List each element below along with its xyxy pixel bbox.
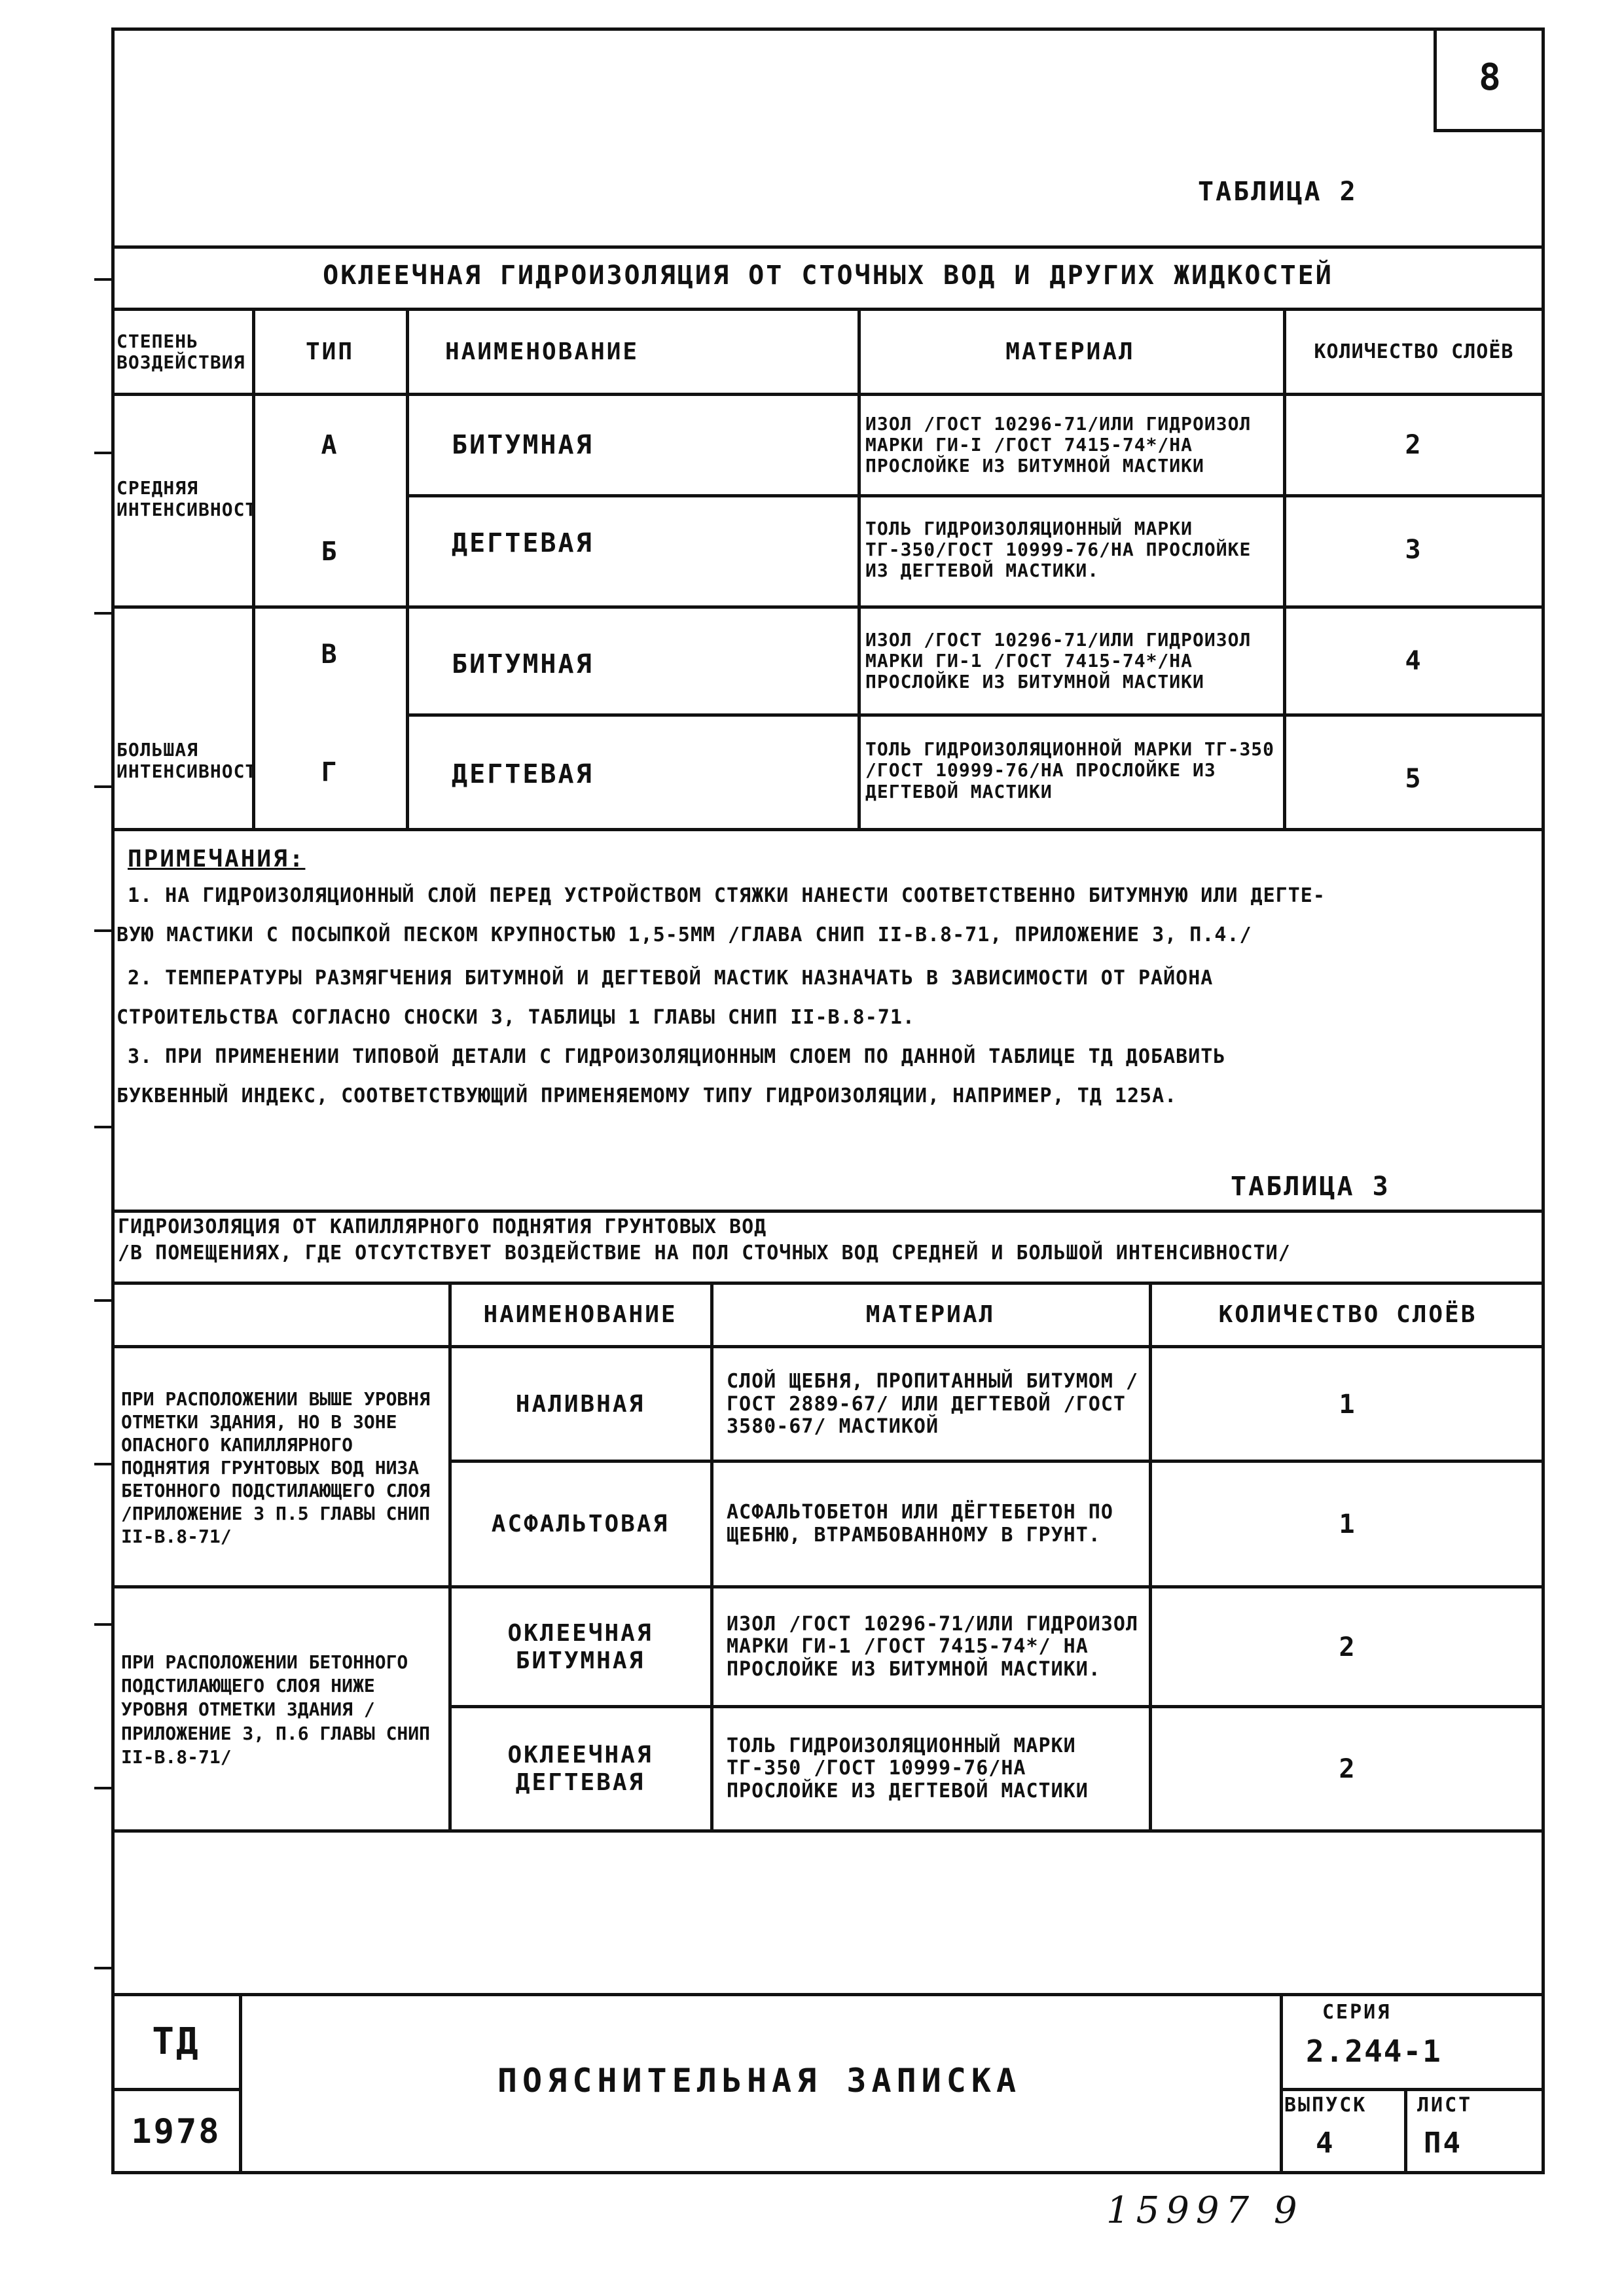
table3-header-layers: КОЛИЧЕСТВО СЛОЁВ <box>1218 1301 1477 1329</box>
note-line: 1. НА ГИДРОИЗОЛЯЦИОННЫЙ СЛОЙ ПЕРЕД УСТРОЙСТВОМ СТЯЖКИ НАНЕСТИ СООТВЕТСТВЕННО БИТУМНУЮ ИЛИ ДЕГТЕ- <box>128 884 1326 907</box>
divider <box>111 1993 1545 1996</box>
note-line: СТРОИТЕЛЬСТВА СОГЛАСНО СНОСКИ 3, ТАБЛИЦЫ 1 ГЛАВЫ СНИП II-В.8-71. <box>117 1006 915 1029</box>
table3-layers-cell: 2 <box>1339 1753 1357 1784</box>
margin-tick <box>94 452 111 454</box>
issue-label: ВЫПУСК <box>1284 2094 1367 2117</box>
margin-tick <box>94 785 111 788</box>
table2-type-cell: Г <box>321 757 339 787</box>
table2-header-material: МАТЕРИАЛ <box>1005 338 1135 366</box>
issue-value: 4 <box>1316 2126 1335 2160</box>
table2-material-cell: ИЗОЛ /ГОСТ 10296-71/ИЛИ ГИДРОИЗОЛ МАРКИ ГИ-I /ГОСТ 7415-74*/НА ПРОСЛОЙКЕ ИЗ БИТУМНОЙ МАСТИКИ <box>865 412 1252 477</box>
note-line: БУКВЕННЫЙ ИНДЕКС, СООТВЕТСТВУЮЩИЙ ПРИМЕНЯЕМОМУ ТИПУ ГИДРОИЗОЛЯЦИИ, НАПРИМЕР, ТД 125А. <box>117 1085 1178 1107</box>
divider <box>1280 1993 1283 2174</box>
table3-material-cell: АСФАЛЬТОБЕТОН ИЛИ ДЁГТЕБЕТОН ПО ЩЕБНЮ, ВТРАМБОВАННОМУ В ГРУНТ. <box>727 1501 1113 1547</box>
divider <box>111 1585 1545 1588</box>
divider <box>111 1210 1545 1213</box>
margin-tick <box>94 929 111 932</box>
table2-type-cell: Б <box>321 536 339 567</box>
table3-layers-cell: 1 <box>1339 1390 1357 1420</box>
margin-tick <box>94 1299 111 1302</box>
table3-title-line1: ГИДРОИЗОЛЯЦИЯ ОТ КАПИЛЛЯРНОГО ПОДНЯТИЯ ГРУНТОВЫХ ВОД <box>118 1215 767 1238</box>
table3-header-material: МАТЕРИАЛ <box>865 1301 996 1329</box>
table2-material-cell: ТОЛЬ ГИДРОИЗОЛЯЦИОННОЙ МАРКИ ТГ-350 /ГОСТ 10999-76/НА ПРОСЛОЙКЕ ИЗ ДЕГТЕВОЙ МАСТИКИ <box>865 738 1275 802</box>
divider <box>111 308 1545 311</box>
divider <box>111 1829 1545 1833</box>
table3-layers-cell: 2 <box>1339 1632 1357 1662</box>
table2-layers-cell: 5 <box>1405 764 1423 794</box>
table3-material-cell: СЛОЙ ЩЕБНЯ, ПРОПИТАННЫЙ БИТУМОМ /ГОСТ 2889-67/ ИЛИ ДЕГТЕВОЙ /ГОСТ 3580-67/ МАСТИКОЙ <box>727 1370 1139 1439</box>
table2-name-cell: БИТУМНАЯ <box>452 649 594 679</box>
table3-label: ТАБЛИЦА 3 <box>1231 1172 1390 1202</box>
margin-tick <box>94 1623 111 1626</box>
page-number: 8 <box>1479 56 1503 99</box>
divider <box>710 1282 713 1829</box>
table2-type-cell: А <box>321 430 339 460</box>
table2-layers-cell: 2 <box>1405 430 1423 460</box>
margin-tick <box>94 1967 111 1969</box>
table3-name-cell: ОКЛЕЕЧНАЯ ДЕГТЕВАЯ <box>507 1742 653 1796</box>
title-year: 1978 <box>131 2111 221 2151</box>
margin-tick <box>94 1787 111 1789</box>
sheet-label: ЛИСТ <box>1417 2094 1473 2117</box>
margin-tick <box>94 278 111 281</box>
note-line: ВУЮ МАСТИКИ С ПОСЫПКОЙ ПЕСКОМ КРУПНОСТЬЮ 1,5-5ММ /ГЛАВА СНИП II-В.8-71, ПРИЛОЖЕНИЕ 3, П.4./ <box>117 924 1252 946</box>
divider <box>1280 2088 1545 2091</box>
table3-condition-cell: ПРИ РАСПОЛОЖЕНИИ ВЫШЕ УРОВНЯ ОТМЕТКИ ЗДАНИЯ, НО В ЗОНЕ ОПАСНОГО КАПИЛЛЯРНОГО ПОДНЯТИЯ ГРУНТОВЫХ ВОД НИЗА БЕТОННОГО ПОДСТИЛАЮЩЕГО СЛОЯ /ПРИЛОЖЕНИЕ 3 П.5 ГЛАВЫ СНИП II-В.8-71/ <box>121 1388 431 1547</box>
divider <box>111 245 1545 249</box>
table2-header-type: ТИП <box>305 338 355 366</box>
table3-name-cell: НАЛИВНАЯ <box>515 1391 645 1418</box>
table2-label: ТАБЛИЦА 2 <box>1198 177 1358 207</box>
table2-degree-high: БОЛЬШАЯ ИНТЕНСИВНОСТ <box>117 739 257 782</box>
table2-header-layers: КОЛИЧЕСТВО СЛОЁВ <box>1314 340 1514 363</box>
document-title: ПОЯСНИТЕЛЬНАЯ ЗАПИСКА <box>497 2062 1022 2100</box>
table3-material-cell: ИЗОЛ /ГОСТ 10296-71/ИЛИ ГИДРОИЗОЛ МАРКИ ГИ-1 /ГОСТ 7415-74*/ НА ПРОСЛОЙКЕ ИЗ БИТУМНОЙ МАСТИКИ. <box>727 1612 1139 1681</box>
divider <box>1404 2088 1407 2174</box>
table3-material-cell: ТОЛЬ ГИДРОИЗОЛЯЦИОННЫЙ МАРКИ ТГ-350 /ГОСТ 10999-76/НА ПРОСЛОЙКЕ ИЗ ДЕГТЕВОЙ МАСТИКИ <box>727 1734 1089 1803</box>
table2-title: ОКЛЕЕЧНАЯ ГИДРОИЗОЛЯЦИЯ ОТ СТОЧНЫХ ВОД И ДРУГИХ ЖИДКОСТЕЙ <box>323 260 1333 291</box>
notes-heading: ПРИМЕЧАНИЯ: <box>128 846 306 872</box>
title-code: ТД <box>152 2020 200 2063</box>
bottom-number: 15997 9 <box>1106 2189 1304 2232</box>
table3-name-cell: ОКЛЕЕЧНАЯ БИТУМНАЯ <box>507 1620 653 1674</box>
series-value: 2.244-1 <box>1306 2034 1442 2069</box>
table2-layers-cell: 4 <box>1405 646 1423 676</box>
table3-title-line2: /В ПОМЕЩЕНИЯХ, ГДЕ ОТСУТСТВУЕТ ВОЗДЕЙСТВИЕ НА ПОЛ СТОЧНЫХ ВОД СРЕДНЕЙ И БОЛЬШОЙ ИНТЕНСИВНОСТИ/ <box>118 1242 1291 1265</box>
table3-layers-cell: 1 <box>1339 1509 1357 1539</box>
page-number-box <box>1434 27 1545 132</box>
note-line: 2. ТЕМПЕРАТУРЫ РАЗМЯГЧЕНИЯ БИТУМНОЙ И ДЕГТЕВОЙ МАСТИК НАЗНАЧАТЬ В ЗАВИСИМОСТИ ОТ РАЙОНА <box>128 967 1214 990</box>
divider <box>111 1345 1545 1348</box>
table2-material-cell: ИЗОЛ /ГОСТ 10296-71/ИЛИ ГИДРОИЗОЛ МАРКИ ГИ-1 /ГОСТ 7415-74*/НА ПРОСЛОЙКЕ ИЗ БИТУМНОЙ МАСТИКИ <box>865 628 1252 693</box>
table3-condition-cell: ПРИ РАСПОЛОЖЕНИИ БЕТОННОГО ПОДСТИЛАЮЩЕГО СЛОЯ НИЖЕ УРОВНЯ ОТМЕТКИ ЗДАНИЯ /ПРИЛОЖЕНИЕ 3, П.6 ГЛАВЫ СНИП II-В.8-71/ <box>121 1651 431 1768</box>
table2-name-cell: ДЕГТЕВАЯ <box>452 528 594 558</box>
table2-name-cell: БИТУМНАЯ <box>452 430 594 460</box>
table2-name-cell: ДЕГТЕВАЯ <box>452 759 594 789</box>
divider <box>406 308 409 828</box>
table2-header-degree: СТЕПЕНЬ ВОЗДЕЙСТВИЯ <box>117 330 245 373</box>
table3-name-cell: АСФАЛЬТОВАЯ <box>491 1510 670 1537</box>
table2-layers-cell: 3 <box>1405 535 1423 565</box>
table2-material-cell: ТОЛЬ ГИДРОИЗОЛЯЦИОННЫЙ МАРКИ ТГ-350/ГОСТ 10999-76/НА ПРОСЛОЙКЕ ИЗ ДЕГТЕВОЙ МАСТИКИ. <box>865 517 1252 582</box>
margin-tick <box>94 1126 111 1128</box>
table2-type-cell: В <box>321 639 339 670</box>
series-label: СЕРИЯ <box>1322 2001 1392 2024</box>
table2-header-name: НАИМЕНОВАНИЕ <box>445 338 640 366</box>
margin-tick <box>94 612 111 615</box>
margin-tick <box>94 1463 111 1465</box>
table3-header-name: НАИМЕНОВАНИЕ <box>483 1301 677 1329</box>
table2-degree-medium: СРЕДНЯЯ ИНТЕНСИВНОСТ <box>117 477 257 520</box>
sheet-value: П4 <box>1424 2126 1462 2160</box>
note-line: 3. ПРИ ПРИМЕНЕНИИ ТИПОВОЙ ДЕТАЛИ С ГИДРОИЗОЛЯЦИОННЫМ СЛОЕМ ПО ДАННОЙ ТАБЛИЦЕ ТД ДОБАВИТЬ <box>128 1045 1226 1068</box>
